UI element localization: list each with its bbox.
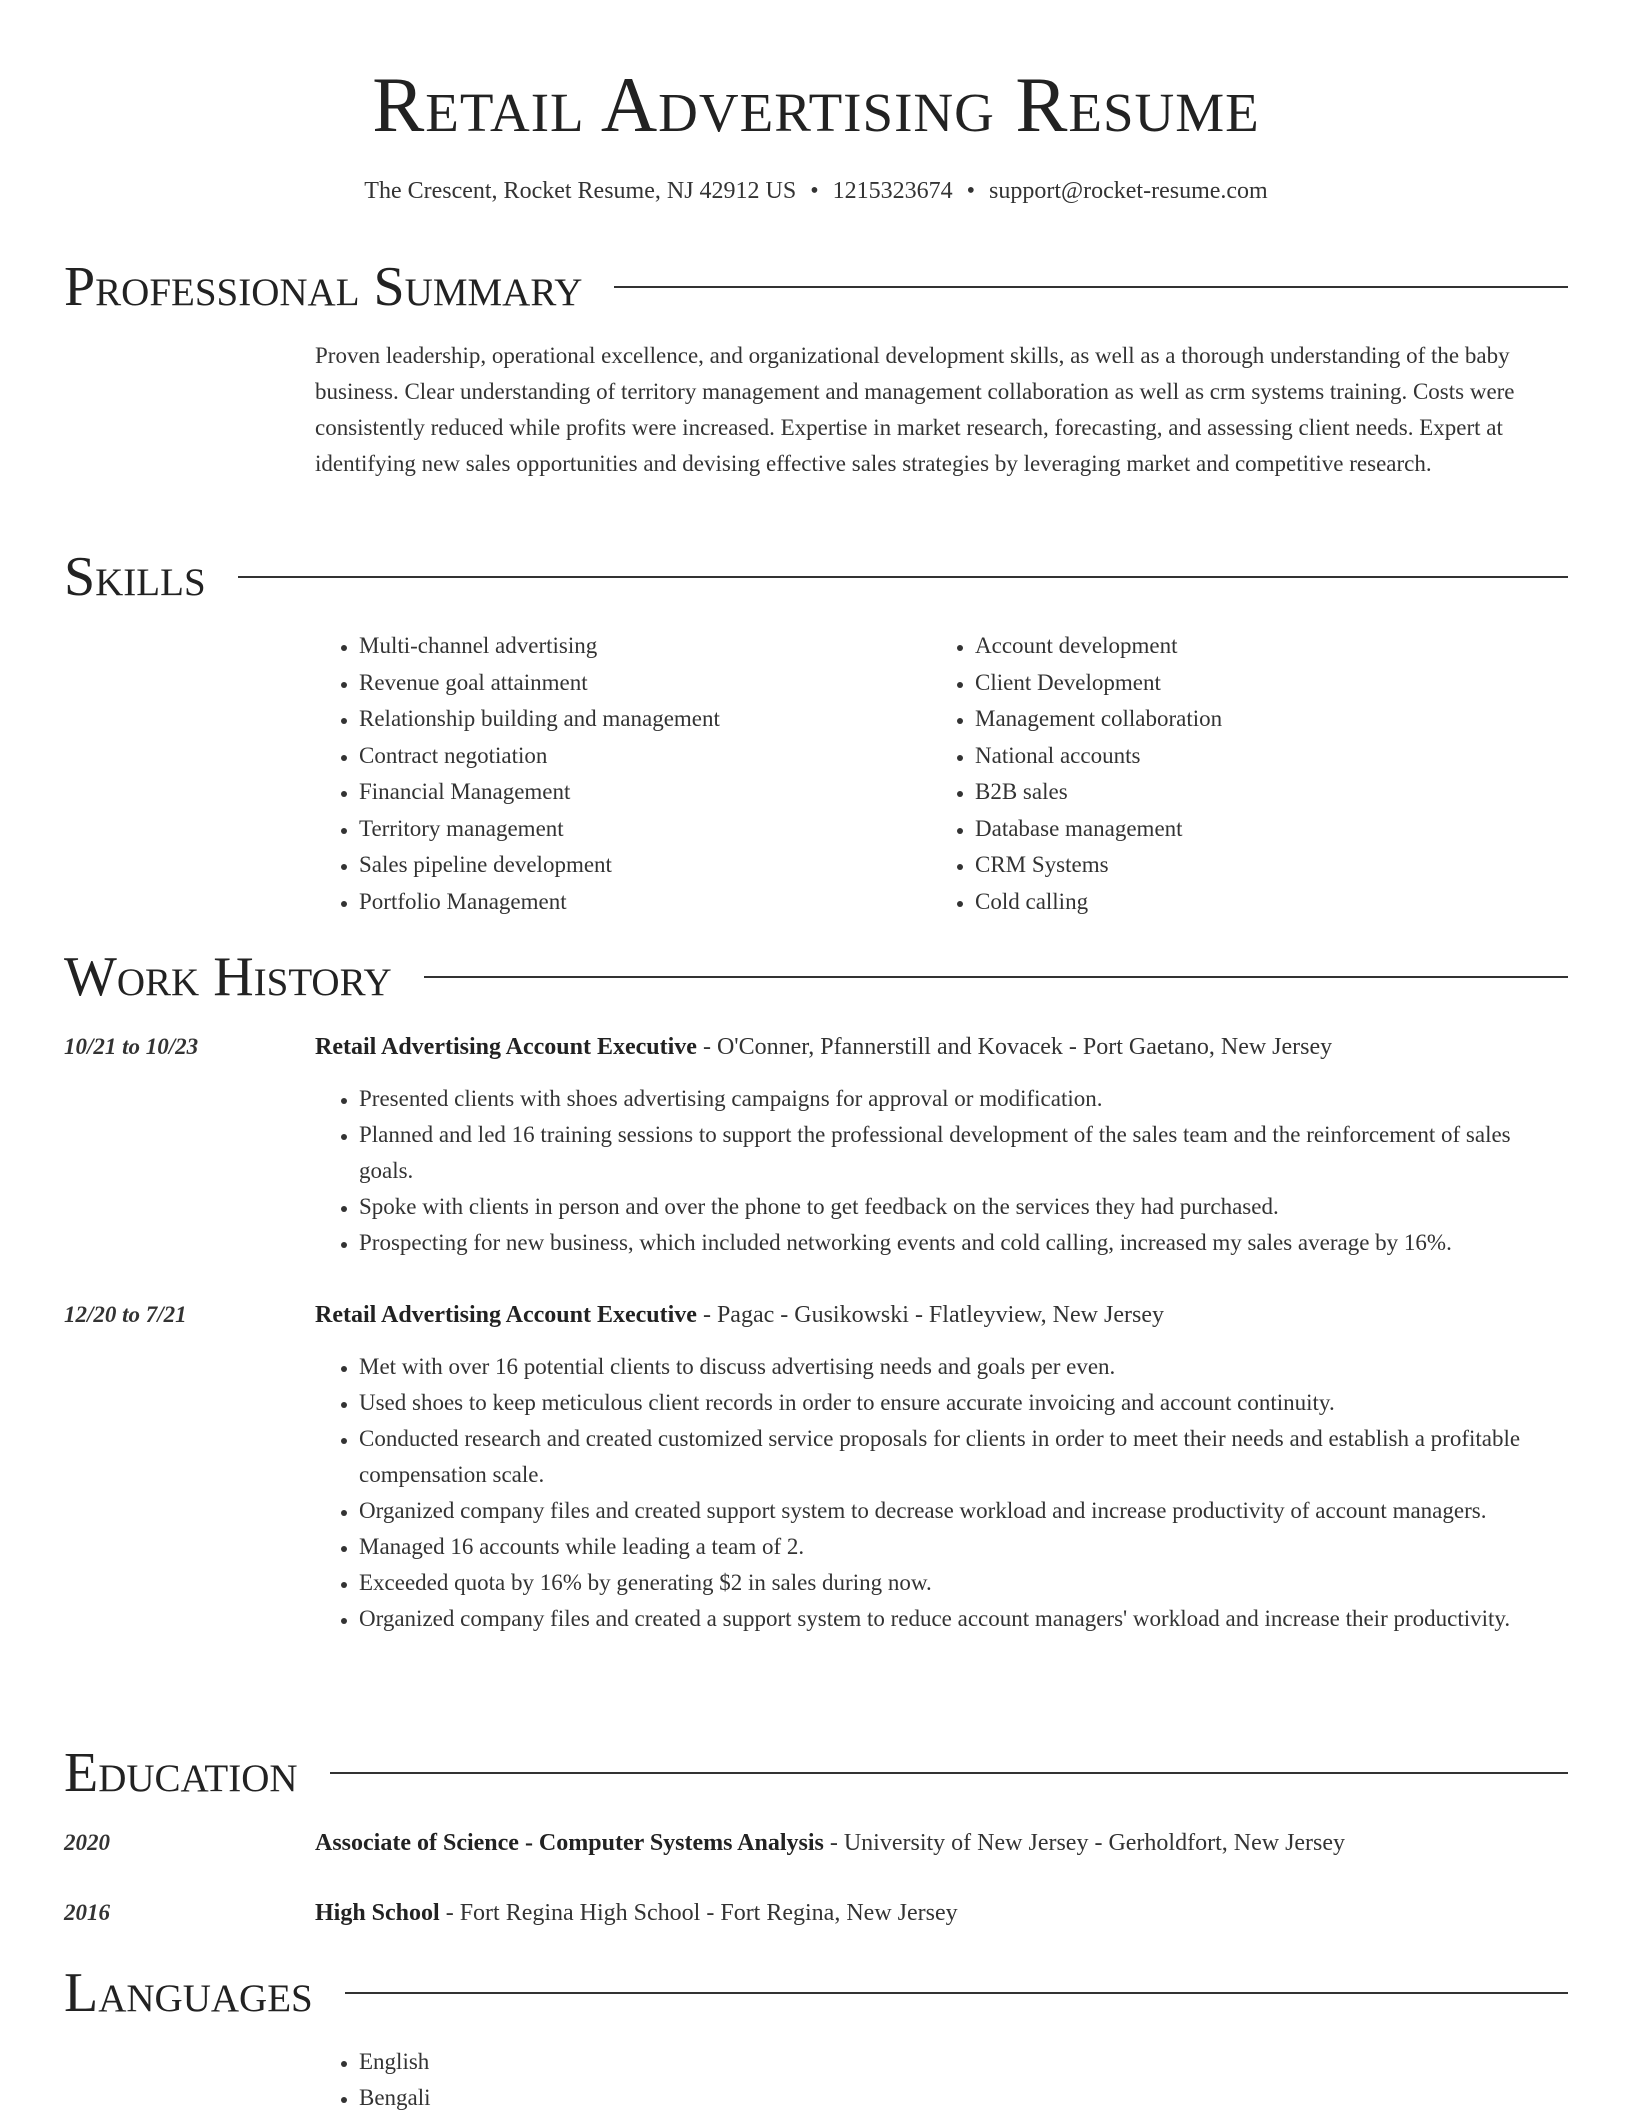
skill-item: • Portfolio Management — [359, 884, 915, 920]
job-bullet: • Planned and led 16 training sessions to support the professional development of the sales team and the reinforcement of sales goals. — [359, 1117, 1568, 1189]
languages-heading: Languages — [64, 1962, 313, 2024]
skill-item: • Database management — [975, 811, 1531, 847]
skill-item: • B2B sales — [975, 774, 1531, 810]
education-section-header — [64, 1741, 1568, 1805]
skill-item: • Financial Management — [359, 774, 915, 810]
education-degree: High School — [315, 1900, 440, 1926]
education-entry — [315, 1825, 1568, 1861]
contact-separator: • — [966, 178, 976, 204]
skills-column-right — [931, 628, 1531, 920]
skill-item: • Management collaboration — [975, 701, 1531, 737]
skill-item: • Multi-channel advertising — [359, 628, 915, 664]
job-bullet: • Conducted research and created customized service proposals for clients in order to meet their needs and establish a profitable compensation scale. — [359, 1421, 1568, 1493]
contact-address: The Crescent, Rocket Resume, NJ 42912 US — [364, 178, 797, 204]
education-details: - University of New Jersey - Gerholdfort, New Jersey — [823, 1830, 1346, 1856]
summary-text: Proven leadership, operational excellence, and organizational development skills, as well as a thorough understanding of the baby business. Clear understanding of territory management and management collaboration as well as crm systems training. Costs were consistently reduced while profits were increased. Expertise in market research, forecasting, and assessing client needs. Expert at identifying new sales opportunities and devising effective sales strategies by leveraging market and competitive research. — [315, 343, 1515, 476]
skill-item: • Relationship building and management — [359, 701, 915, 737]
skill-item: • Sales pipeline development — [359, 847, 915, 883]
job-details: - Pagac - Gusikowski - Flatleyview, New Jersey — [696, 1302, 1164, 1328]
job-bullet: • Presented clients with shoes advertising campaigns for approval or modification. — [359, 1081, 1568, 1117]
education-year: 2020 — [64, 1830, 110, 1855]
job-bullets — [315, 1349, 1568, 1637]
skills-section-header — [64, 545, 1568, 609]
skill-item: • CRM Systems — [975, 847, 1531, 883]
job-details: - O'Conner, Pfannerstill and Kovacek - Port Gaetano, New Jersey — [696, 1034, 1333, 1060]
languages-list — [315, 2044, 1568, 2116]
job-bullet: • Organized company files and created support system to decrease workload and increase productivity of account managers. — [359, 1493, 1568, 1529]
language-item: • English — [359, 2044, 1568, 2080]
education-details: - Fort Regina High School - Fort Regina, New Jersey — [439, 1900, 958, 1926]
work-section-header — [64, 945, 1568, 1009]
work-heading: Work History — [64, 946, 392, 1008]
skill-item: • Account development — [975, 628, 1531, 664]
contact-separator: • — [810, 178, 819, 204]
skill-item: • Contract negotiation — [359, 738, 915, 774]
skill-item: • Territory management — [359, 811, 915, 847]
job-title: Retail Advertising Account Executive — [315, 1302, 697, 1328]
contact-phone: 1215323674 — [832, 178, 953, 204]
summary-heading: Professional Summary — [64, 256, 583, 318]
education-entry — [315, 1895, 1568, 1931]
skills-column-left — [315, 628, 915, 920]
job-bullets — [315, 1081, 1568, 1261]
section-divider — [330, 1772, 1568, 1774]
job-dates: 12/20 to 7/21 — [64, 1302, 187, 1327]
section-divider — [424, 976, 1568, 978]
job-heading — [315, 1029, 1568, 1065]
job-bullet: • Managed 16 accounts while leading a team of 2. — [359, 1529, 1568, 1565]
contact-line — [0, 174, 1632, 208]
section-divider — [345, 1992, 1568, 1994]
job-bullet: • Used shoes to keep meticulous client records in order to ensure accurate invoicing and account continuity. — [359, 1385, 1568, 1421]
skill-item: • Client Development — [975, 665, 1531, 701]
summary-section-header — [64, 255, 1568, 319]
skill-item: • National accounts — [975, 738, 1531, 774]
languages-section-header — [64, 1961, 1568, 2025]
education-heading: Education — [64, 1742, 298, 1804]
job-bullet: • Spoke with clients in person and over the phone to get feedback on the services they had purchased. — [359, 1189, 1568, 1225]
language-item: • Bengali — [359, 2080, 1568, 2116]
job-bullet: • Met with over 16 potential clients to discuss advertising needs and goals per even. — [359, 1349, 1568, 1385]
skill-item: • Cold calling — [975, 884, 1531, 920]
skills-heading: Skills — [64, 546, 206, 608]
job-bullet: • Prospecting for new business, which included networking events and cold calling, increased my sales average by 16%. — [359, 1225, 1568, 1261]
education-degree: Associate of Science - Computer Systems Analysis — [315, 1830, 824, 1856]
job-heading — [315, 1297, 1568, 1333]
section-divider — [238, 576, 1568, 578]
education-year: 2016 — [64, 1900, 110, 1925]
section-divider — [614, 286, 1568, 288]
contact-email: support@rocket-resume.com — [989, 178, 1268, 204]
resume-title: Retail Advertising Resume — [372, 61, 1260, 148]
job-dates: 10/21 to 10/23 — [64, 1034, 199, 1059]
skill-item: • Revenue goal attainment — [359, 665, 915, 701]
job-bullet: • Exceeded quota by 16% by generating $2 in sales during now. — [359, 1565, 1568, 1601]
job-bullet: • Organized company files and created a support system to reduce account managers' workload and increase their productivity. — [359, 1601, 1568, 1637]
job-title: Retail Advertising Account Executive — [315, 1034, 697, 1060]
